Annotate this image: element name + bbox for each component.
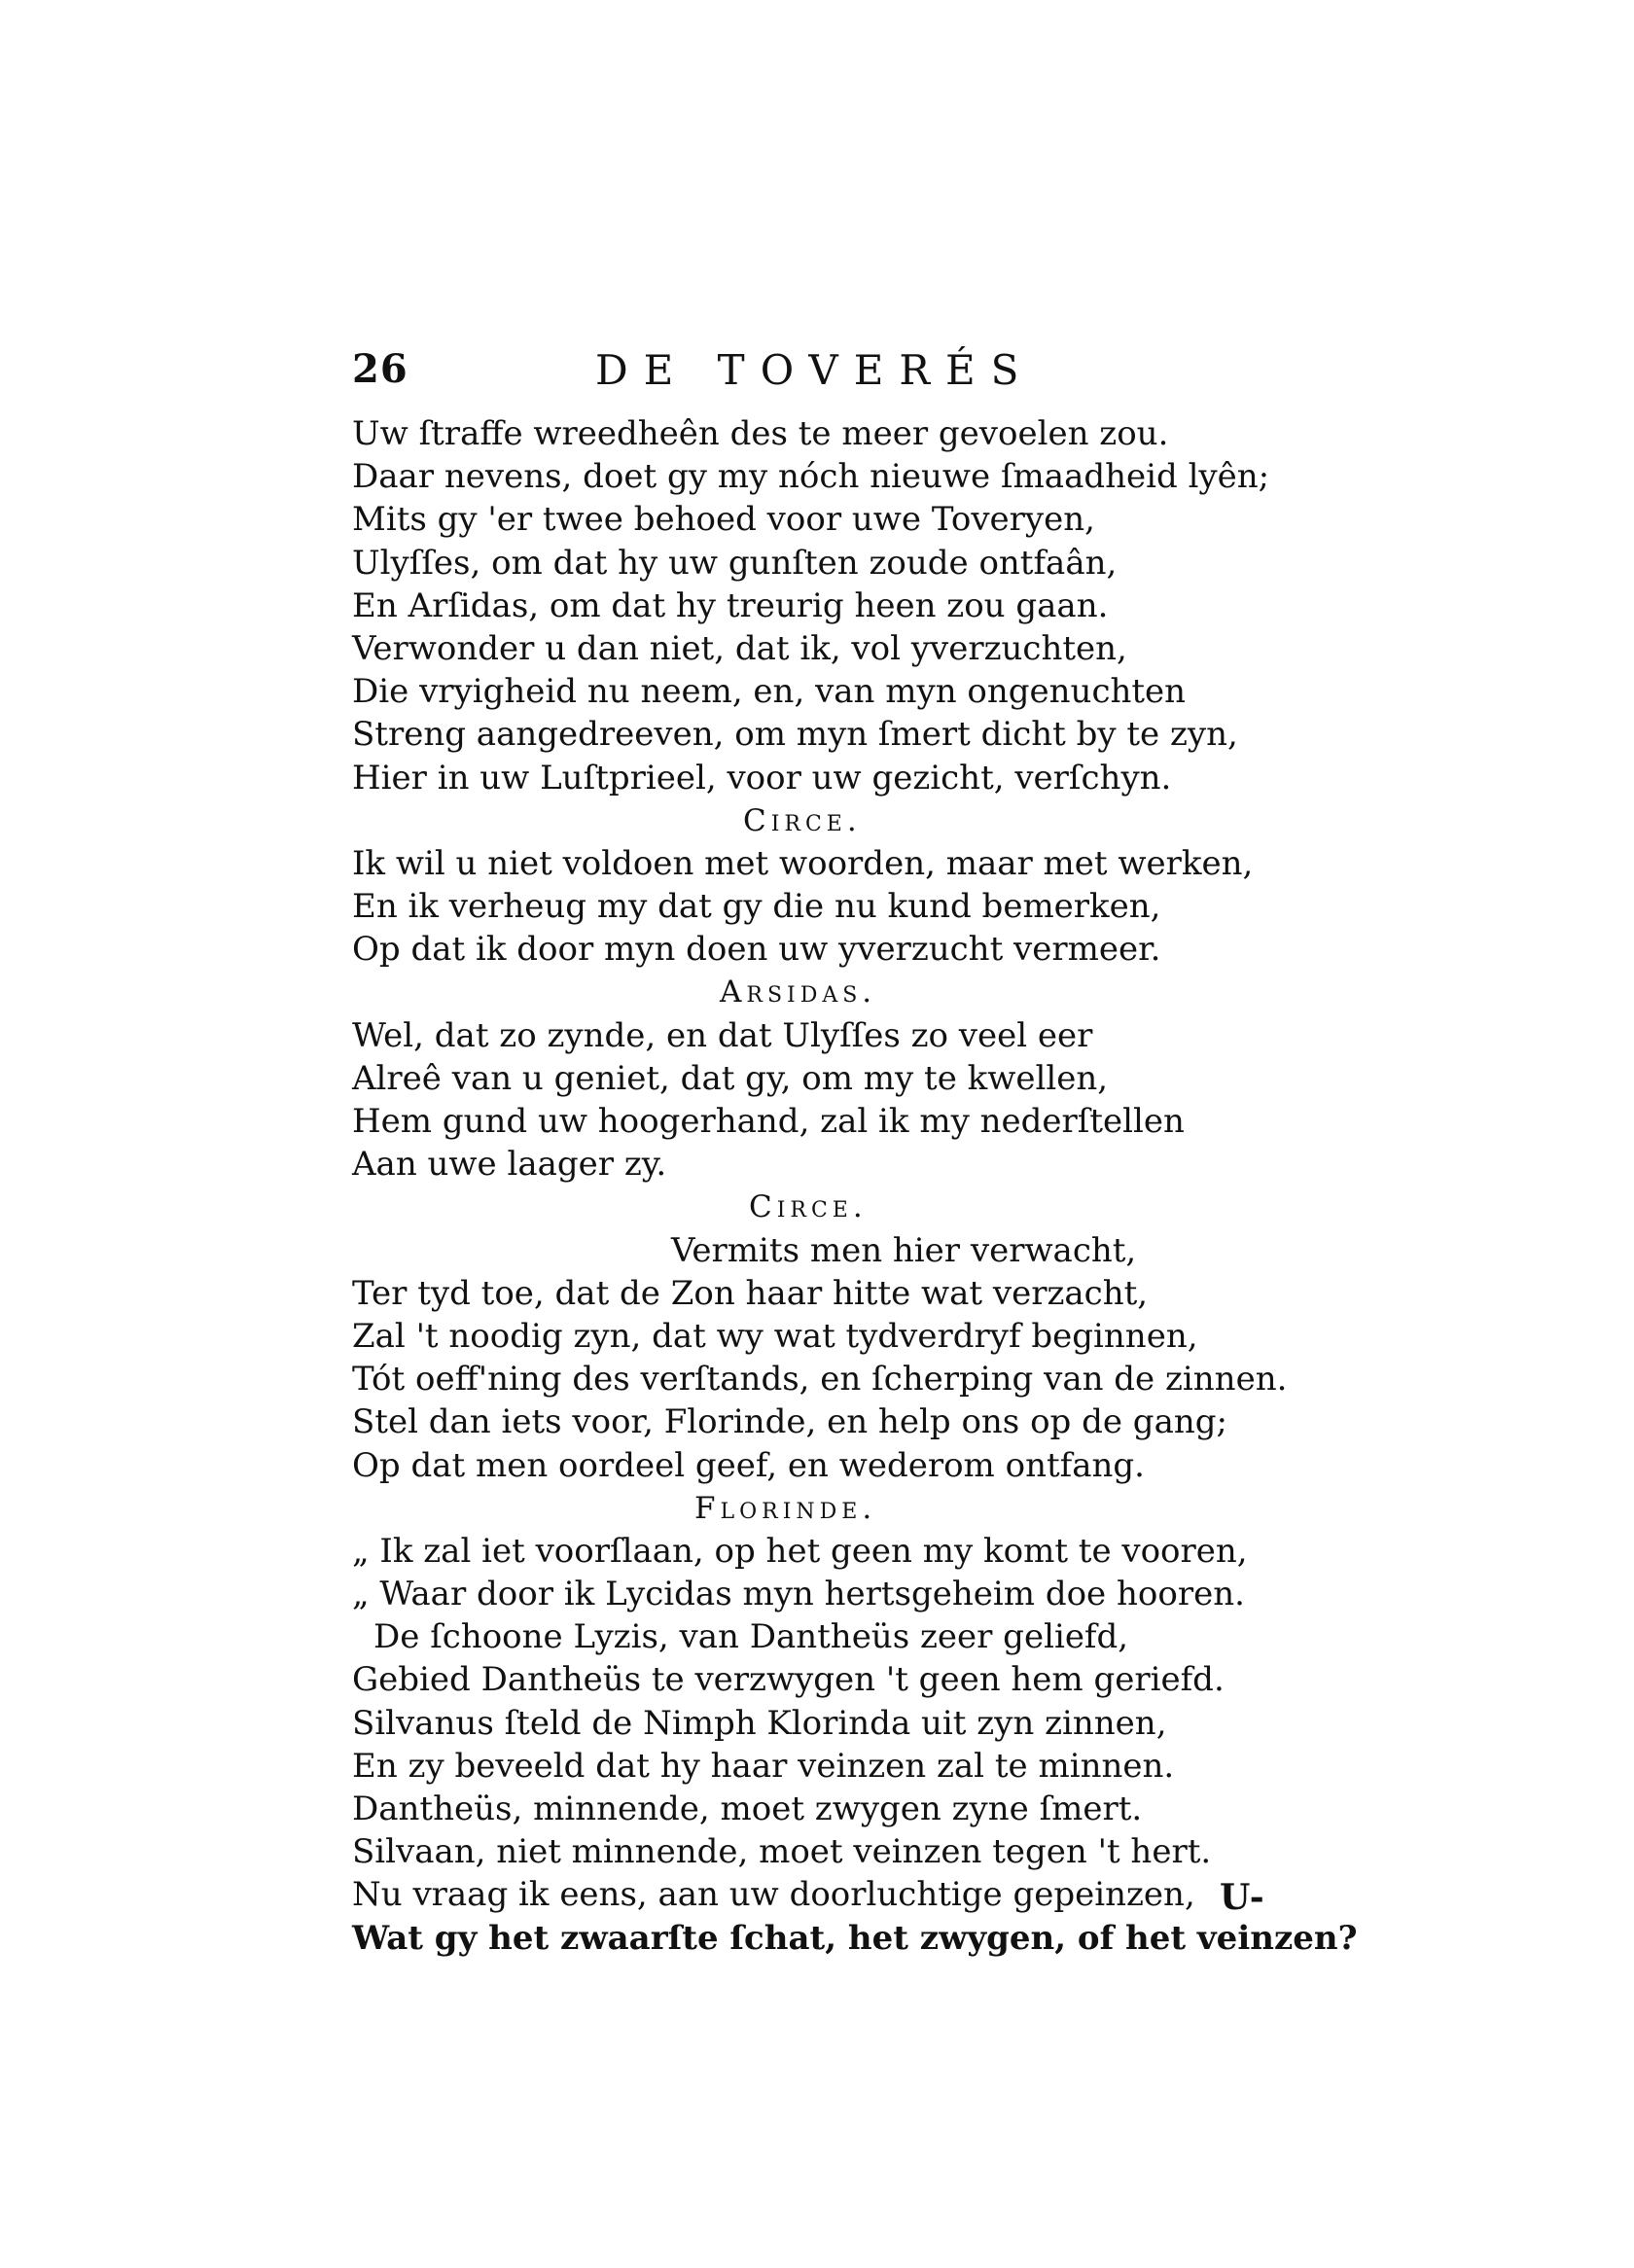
running-title: DE TOVERÉS bbox=[595, 346, 1035, 394]
verse-line: Op dat men oordeel geef, en wederom ontfang. bbox=[352, 1445, 1145, 1485]
verse-line: Nu vraag ik eens, aan uw doorluchtige gepeinzen, bbox=[352, 1875, 1195, 1915]
verse-line: Vermits men hier verwacht, bbox=[671, 1230, 1137, 1270]
verse-line: Verwonder u dan niet, dat ik, vol yverzuchten, bbox=[352, 628, 1127, 668]
verse-line: Wat gy het zwaarſte ſchat, het zwygen, of het veinzen? bbox=[352, 1918, 1358, 1958]
verse-line: Zal 't noodig zyn, dat wy wat tydverdryf beginnen, bbox=[352, 1316, 1198, 1356]
speaker-heading: Florinde. bbox=[694, 1490, 877, 1526]
verse-line: Mits gy 'er twee behoed voor uwe Toveryen, bbox=[352, 500, 1095, 540]
verse-line: En ik verheug my dat gy die nu kund bemerken, bbox=[352, 887, 1161, 927]
catchword: U- bbox=[1220, 1877, 1264, 1918]
speaker-heading: Circe. bbox=[749, 1189, 868, 1225]
page-header bbox=[352, 346, 1072, 405]
verse-line: De ſchoone Lyzis, van Dantheüs zeer geliefd, bbox=[373, 1617, 1129, 1657]
verse-line: Silvaan, niet minnende, moet veinzen tegen 't hert. bbox=[352, 1832, 1212, 1872]
verse-line: Alreê van u geniet, dat gy, om my te kwellen, bbox=[352, 1058, 1109, 1098]
verse-line: Uw ſtraffe wreedheên des te meer gevoelen zou. bbox=[352, 414, 1169, 453]
verse-line: Op dat ik door myn doen uw yverzucht vermeer. bbox=[352, 930, 1161, 970]
speaker-heading: Circe. bbox=[743, 802, 862, 838]
verse-line: „ Waar door ik Lycidas myn hertsgeheim doe hooren. bbox=[352, 1575, 1245, 1614]
verse-line: Streng aangedreeven, om myn ſmert dicht by te zyn, bbox=[352, 715, 1238, 755]
verse-line: Ter tyd toe, dat de Zon haar hitte wat verzacht, bbox=[352, 1273, 1149, 1313]
verse-line: Ik wil u niet voldoen met woorden, maar met werken, bbox=[352, 843, 1254, 883]
verse-line: Hier in uw Luſtprieel, voor uw gezicht, verſchyn. bbox=[352, 758, 1172, 797]
verse-line: En Arſidas, om dat hy treurig heen zou gaan. bbox=[352, 585, 1109, 625]
speaker-heading: Arsidas. bbox=[720, 975, 877, 1010]
verse-line: Die vryigheid nu neem, en, van myn ongenuchten bbox=[352, 672, 1187, 712]
verse-line: Dantheüs, minnende, moet zwygen zyne ſmert. bbox=[352, 1790, 1143, 1828]
verse-line: Ulyſſes, om dat hy uw gunſten zoude ontfaân, bbox=[352, 543, 1118, 583]
verse-line: Tót oeff'ning des verſtands, en ſcherping van de zinnen. bbox=[352, 1360, 1288, 1400]
verse-line: Wel, dat zo zynde, en dat Ulyſſes zo veel eer bbox=[352, 1015, 1093, 1055]
verse-line: Aan uwe laager zy. bbox=[352, 1145, 667, 1185]
verse-line: „ Ik zal iet voorſlaan, op het geen my komt te vooren, bbox=[352, 1531, 1248, 1571]
verse-line: Stel dan iets voor, Florinde, en help ons op de gang; bbox=[352, 1402, 1227, 1442]
verse-line: Daar nevens, doet gy my nóch nieuwe ſmaadheid lyên; bbox=[352, 457, 1270, 497]
verse-line: En zy beveeld dat hy haar veinzen zal te minnen. bbox=[352, 1746, 1175, 1786]
page-number: 26 bbox=[352, 346, 408, 392]
verse-line: Gebied Dantheüs te verzwygen 't geen hem geriefd. bbox=[352, 1660, 1225, 1700]
verse-line: Silvanus ſteld de Nimph Klorinda uit zyn zinnen, bbox=[352, 1703, 1167, 1743]
verse-line: Hem gund uw hoogerhand, zal ik my nederſtellen bbox=[352, 1102, 1185, 1141]
verse-text bbox=[352, 412, 1358, 1960]
